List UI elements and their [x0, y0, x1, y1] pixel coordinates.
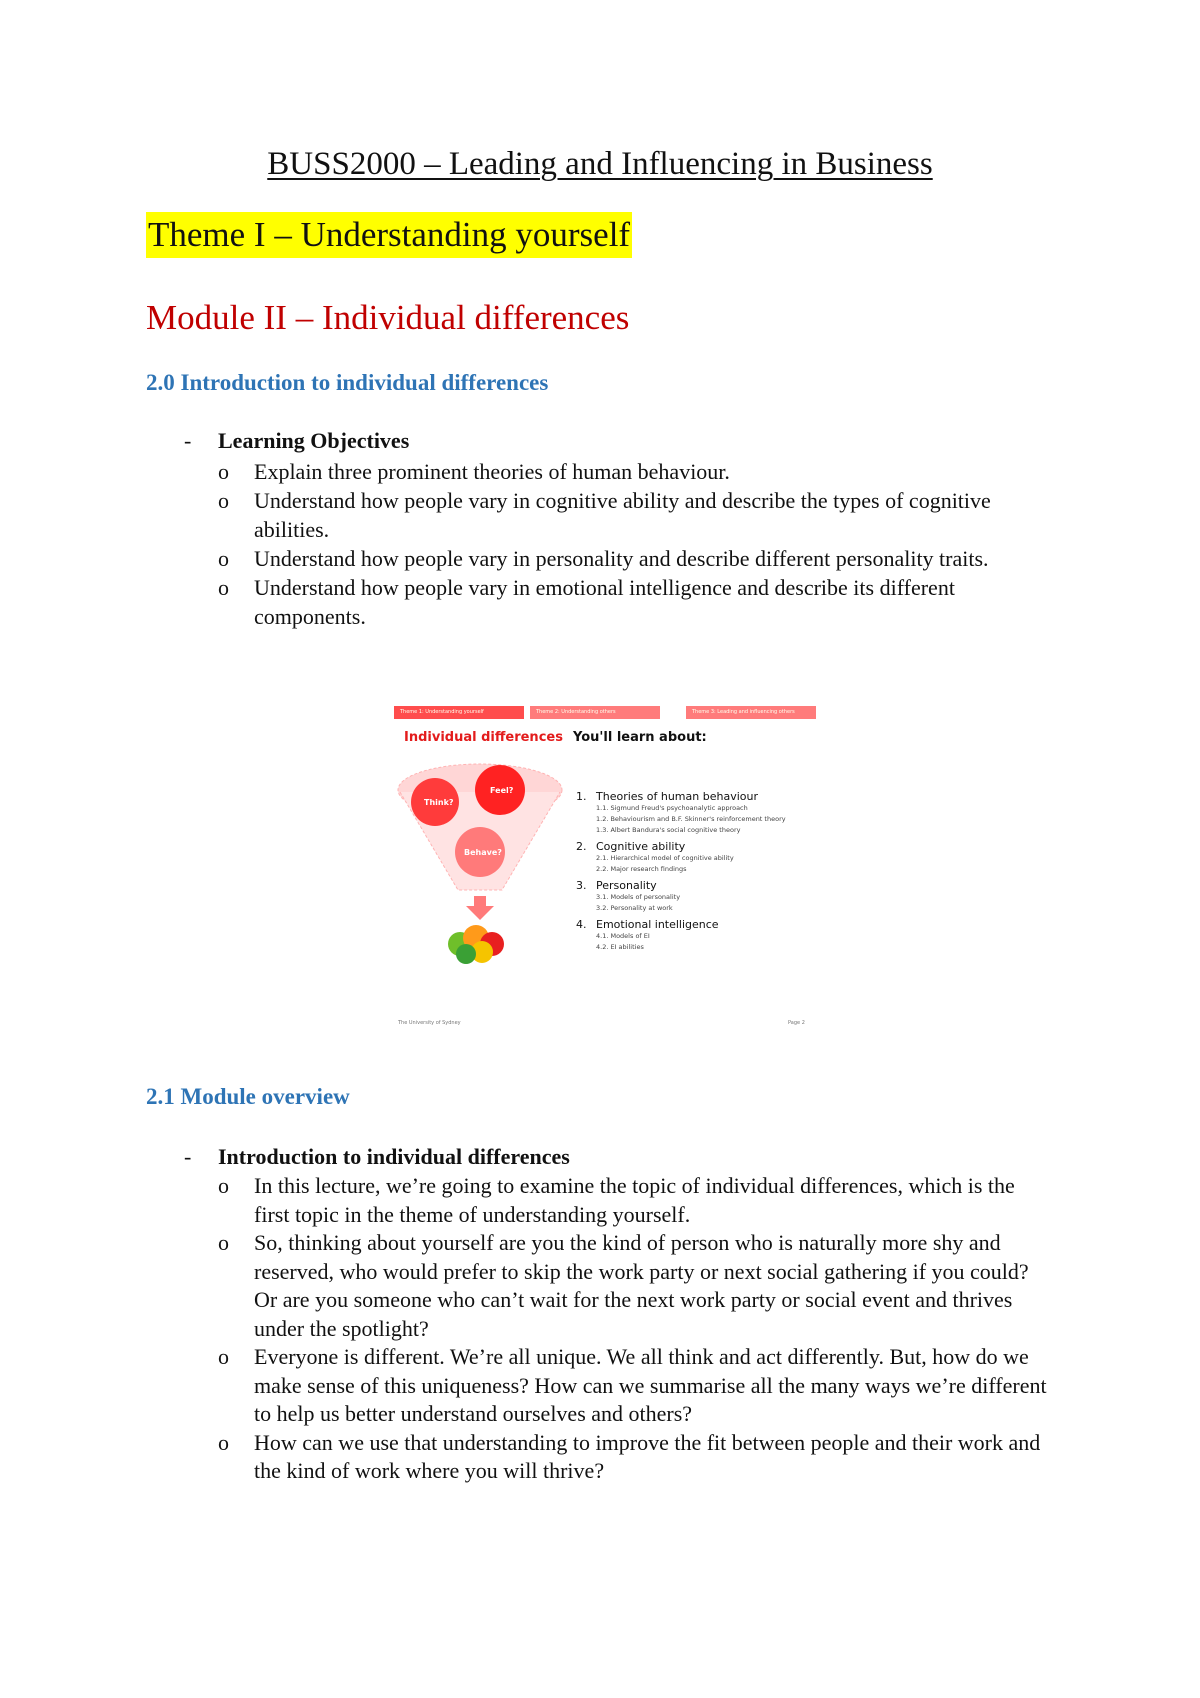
bullet-marker: o	[218, 546, 229, 571]
slide-topic-list	[576, 786, 836, 953]
slide-subtopic: 4.1. Models of EI	[596, 932, 650, 940]
fruit-icon	[456, 944, 476, 964]
learning-objectives-list	[218, 457, 1048, 631]
list-item: o Everyone is different. We’re all unique. We all think and act differently. But, how do we make sense of this uniqueness? How can we summarise all the many ways we’re different to help us better understand ourselves and others?	[218, 1344, 1047, 1426]
slide-subtopic: 1.2. Behaviourism and B.F. Skinner's reinforcement theory	[596, 815, 786, 823]
slide-topic: 3. Personality	[576, 879, 657, 892]
bullet-marker: o	[218, 459, 229, 484]
list-item: o How can we use that understanding to improve the fit between people and their work and the kind of work where you will thrive?	[218, 1429, 1041, 1483]
bullet-marker: o	[218, 1230, 229, 1255]
funnel-graphic	[390, 760, 570, 990]
slide-footer-left: The University of Sydney	[398, 1020, 461, 1026]
list-item: o So, thinking about yourself are you the kind of person who is naturally more shy and reserved, who would prefer to skip the work party or next social gathering if you could? Or are you someone who can’t wait for the next work party or social event and thrives under the spotlight?	[218, 1230, 1029, 1341]
slide-tab-1-label: Theme 1: Understanding yourself	[400, 709, 484, 715]
slide-topic: 1. Theories of human behaviour	[576, 790, 758, 803]
behave-label: Behave?	[464, 848, 502, 857]
slide-tab-2-label: Theme 2: Understanding others	[536, 709, 616, 715]
slide-topic: 2. Cognitive ability	[576, 840, 686, 853]
list-item: o In this lecture, we’re going to examine the topic of individual differences, which is the first topic in the theme of understanding yourself.	[218, 1173, 1015, 1227]
down-arrow-icon	[466, 896, 494, 920]
list-item: o Understand how people vary in emotional intelligence and describe its different components.	[218, 575, 955, 629]
slide-subtopic: 3.1. Models of personality	[596, 893, 681, 901]
learning-objectives-label: Learning Objectives	[218, 428, 410, 453]
slide-subtopic: 2.1. Hierarchical model of cognitive ability	[596, 854, 734, 862]
list-item: o Understand how people vary in personality and describe different personality traits.	[218, 546, 989, 571]
list-item: o Explain three prominent theories of human behaviour.	[218, 459, 730, 484]
bullet-marker: o	[218, 1344, 229, 1369]
theme-heading: Theme I – Understanding yourself	[146, 212, 632, 258]
list-item: o Understand how people vary in cognitive ability and describe the types of cognitive abilities.	[218, 488, 991, 542]
module-heading: Module II – Individual differences	[146, 298, 630, 337]
slide-subtopic: 2.2. Major research findings	[596, 865, 687, 873]
slide-subtopic: 4.2. EI abilities	[596, 943, 644, 951]
slide-footer-right: Page 2	[788, 1020, 805, 1026]
slide-heading-red: Individual differences	[404, 730, 563, 745]
section-heading-overview: 2.1 Module overview	[146, 1084, 350, 1109]
bullet-marker: o	[218, 1173, 229, 1198]
slide-heading-black: You'll learn about:	[573, 730, 707, 745]
slide-subtopic: 3.2. Personality at work	[596, 904, 673, 912]
slide-subtopic: 1.3. Albert Bandura's social cognitive theory	[596, 826, 741, 834]
bullet-marker: o	[218, 488, 229, 513]
feel-label: Feel?	[490, 786, 514, 795]
overview-intro-label: Introduction to individual differences	[218, 1144, 570, 1169]
overview-list	[218, 1172, 1048, 1486]
slide-topic: 4. Emotional intelligence	[576, 918, 719, 931]
bullet-marker: o	[218, 575, 229, 600]
think-label: Think?	[424, 798, 454, 807]
bullet-marker: o	[218, 1429, 229, 1455]
section-heading-intro: 2.0 Introduction to individual differences	[146, 370, 549, 395]
lecture-slide-image	[390, 700, 830, 1035]
document-title: BUSS2000 – Leading and Influencing in Business	[267, 146, 933, 182]
dash-marker: -	[184, 1144, 192, 1169]
slide-subtopic: 1.1. Sigmund Freud's psychoanalytic approach	[596, 804, 748, 812]
dash-marker: -	[184, 428, 192, 453]
slide-tab-3-label: Theme 3: Leading and influencing others	[692, 709, 795, 715]
